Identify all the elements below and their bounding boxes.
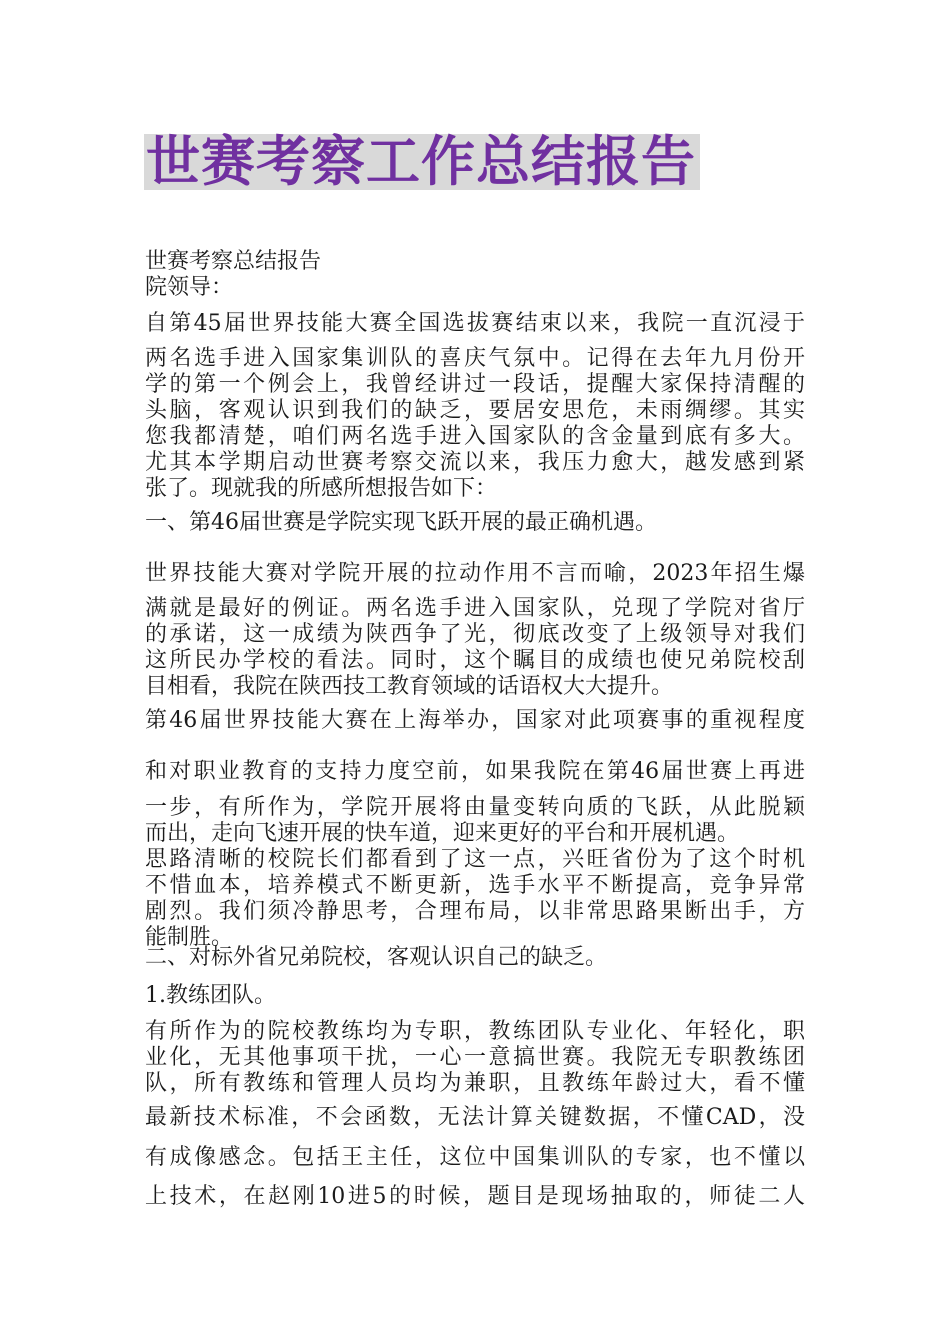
text-line: 院领导： xyxy=(145,275,234,300)
text-line: 剧烈。我们须冷静思考，合理布局，以非常思路果断出手，方 xyxy=(145,899,805,924)
document-title: 世赛考察工作总结报告 xyxy=(144,134,700,190)
text-line: 上技术，在赵刚10进5的时候，题目是现场抽取的，师徒二人 xyxy=(145,1184,805,1209)
text-line: 而出，走向飞速开展的快车道，迎来更好的平台和开展机遇。 xyxy=(145,821,740,846)
text-line: 张了。现就我的所感所想报告如下： xyxy=(145,476,498,501)
text-line: 这所民办学校的看法。同时，这个瞩目的成绩也使兄弟院校刮 xyxy=(145,648,805,673)
text-line: 和对职业教育的支持力度空前，如果我院在第46届世赛上再进 xyxy=(145,759,805,784)
text-line: 世赛考察总结报告 xyxy=(145,249,322,274)
text-line: 队，所有教练和管理人员均为兼职，且教练年龄过大，看不懂 xyxy=(145,1071,805,1096)
text-line: 尤其本学期启动世赛考察交流以来，我压力愈大，越发感到紧 xyxy=(145,450,805,475)
text-line: 的承诺，这一成绩为陕西争了光，彻底改变了上级领导对我们 xyxy=(145,622,805,647)
text-line: 一步，有所作为，学院开展将由量变转向质的飞跃，从此脱颖 xyxy=(145,795,805,820)
text-line: 头脑，客观认识到我们的缺乏，要居安思危，未雨绸缪。其实 xyxy=(145,398,805,423)
text-line: 世界技能大赛对学院开展的拉动作用不言而喻，2023年招生爆 xyxy=(145,561,805,586)
section-heading: 二、对标外省兄弟院校，客观认识自己的缺乏。 xyxy=(145,945,608,970)
text-line: 学的第一个例会上，我曾经讲过一段话，提醒大家保持清醒的 xyxy=(145,372,805,397)
section-heading: 一、第46届世赛是学院实现飞跃开展的最正确机遇。 xyxy=(145,510,657,535)
subsection-heading: 1.教练团队。 xyxy=(145,983,276,1008)
text-line: 能制胜。 xyxy=(145,925,234,950)
text-line: 思路清晰的校院长们都看到了这一点，兴旺省份为了这个时机 xyxy=(145,847,805,872)
text-line: 有成像感念。包括王主任，这位中国集训队的专家，也不懂以 xyxy=(145,1145,805,1170)
text-line: 两名选手进入国家集训队的喜庆气氛中。记得在去年九月份开 xyxy=(145,346,805,371)
text-line: 第46届世界技能大赛在上海举办，国家对此项赛事的重视程度 xyxy=(145,708,805,733)
text-line: 满就是最好的例证。两名选手进入国家队，兑现了学院对省厅 xyxy=(145,596,805,621)
text-line: 不惜血本，培养模式不断更新，选手水平不断提高，竞争异常 xyxy=(145,873,805,898)
text-line: 自第45届世界技能大赛全国选拔赛结束以来，我院一直沉浸于 xyxy=(145,311,805,336)
text-line: 最新技术标准，不会函数，无法计算关键数据，不懂CAD，没 xyxy=(145,1105,805,1130)
text-line: 有所作为的院校教练均为专职，教练团队专业化、年轻化，职 xyxy=(145,1019,805,1044)
text-line: 您我都清楚，咱们两名选手进入国家队的含金量到底有多大。 xyxy=(145,424,805,449)
text-line: 目相看，我院在陕西技工教育领域的话语权大大提升。 xyxy=(145,674,674,699)
text-line: 业化，无其他事项干扰，一心一意搞世赛。我院无专职教练团 xyxy=(145,1045,805,1070)
